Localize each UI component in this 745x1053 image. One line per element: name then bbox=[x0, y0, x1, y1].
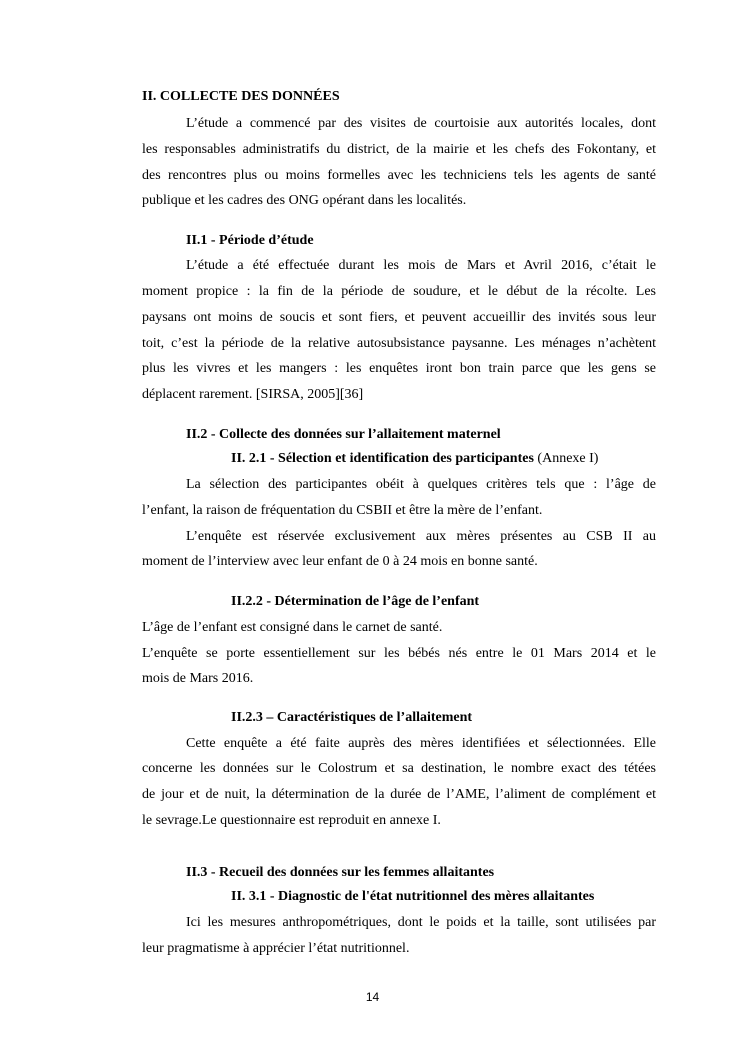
intro-line-2: les responsables administratifs du district, de la mairie et les chefs des Fokontany, et bbox=[142, 142, 656, 157]
selection-line-3: L’enquête est réservée exclusivement aux mères présentes au CSB II au bbox=[186, 529, 656, 544]
nutrition-line-1: Ici les mesures anthropométriques, dont le poids et la taille, sont utilisées par bbox=[186, 915, 656, 930]
intro-line-1: L’étude a commencé par des visites de courtoisie aux autorités locales, dont bbox=[186, 116, 656, 131]
period-line-4: toit, c’est la période de la relative autosubsistance paysanne. Les ménages n’achètent bbox=[142, 336, 656, 351]
heading-2-2-1-annex: (Annexe I) bbox=[533, 451, 599, 466]
heading-2-2-1-title: II. 2.1 - Sélection et identification des participantes bbox=[231, 451, 534, 466]
breastfeeding-line-3: de jour et de nuit, la détermination de la durée de l’AME, l’aliment de complément et bbox=[142, 787, 656, 802]
selection-line-2: l’enfant, la raison de fréquentation du CSBII et être la mère de l’enfant. bbox=[142, 503, 543, 518]
nutrition-line-2: leur pragmatisme à apprécier l’état nutritionnel. bbox=[142, 941, 410, 956]
intro-line-3: des rencontres plus ou moins formelles avec les techniciens tels les agents de santé bbox=[142, 168, 656, 183]
heading-2-3-1: II. 3.1 - Diagnostic de l'état nutritionnel des mères allaitantes bbox=[231, 889, 595, 904]
heading-2-1: II.1 - Période d’étude bbox=[186, 233, 314, 248]
period-line-3: paysans ont moins de soucis et sont fiers, et peuvent accueillir des invités sous leur bbox=[142, 310, 656, 325]
period-line-5: plus les vivres et les mangers : les enquêtes iront bon train parce que les gens se bbox=[142, 361, 656, 376]
heading-2-2-1 bbox=[231, 450, 656, 468]
period-line-6: déplacent rarement. [SIRSA, 2005][36] bbox=[142, 387, 364, 402]
period-line-2: moment propice : la fin de la période de soudure, et le début de la récolte. Les bbox=[142, 284, 656, 299]
age-line-3: mois de Mars 2016. bbox=[142, 671, 254, 686]
period-line-1: L’étude a été effectuée durant les mois de Mars et Avril 2016, c’était le bbox=[186, 258, 656, 273]
heading-2-2: II.2 - Collecte des données sur l’allaitement maternel bbox=[186, 427, 501, 442]
heading-2-3: II.3 - Recueil des données sur les femmes allaitantes bbox=[186, 865, 495, 880]
age-line-1: L’âge de l’enfant est consigné dans le carnet de santé. bbox=[142, 620, 443, 635]
age-line-2: L’enquête se porte essentiellement sur les bébés nés entre le 01 Mars 2014 et le bbox=[142, 646, 656, 661]
heading-2-2-2: II.2.2 - Détermination de l’âge de l’enfant bbox=[231, 594, 480, 609]
intro-line-4: publique et les cadres des ONG opérant dans les localités. bbox=[142, 193, 467, 208]
selection-line-1: La sélection des participantes obéit à quelques critères tels que : l’âge de bbox=[186, 477, 656, 492]
section-title: II. COLLECTE DES DONNÉES bbox=[142, 89, 340, 104]
selection-line-4: moment de l’interview avec leur enfant de 0 à 24 mois en bonne santé. bbox=[142, 554, 538, 569]
breastfeeding-line-2: concerne les données sur le Colostrum et sa destination, le nombre exact des tétées bbox=[142, 761, 656, 776]
breastfeeding-line-4: le sevrage.Le questionnaire est reproduit en annexe I. bbox=[142, 813, 441, 828]
breastfeeding-line-1: Cette enquête a été faite auprès des mères identifiées et sélectionnées. Elle bbox=[186, 736, 656, 751]
heading-2-2-3: II.2.3 – Caractéristiques de l’allaitement bbox=[231, 710, 473, 725]
page-number: 14 bbox=[365, 990, 380, 1004]
